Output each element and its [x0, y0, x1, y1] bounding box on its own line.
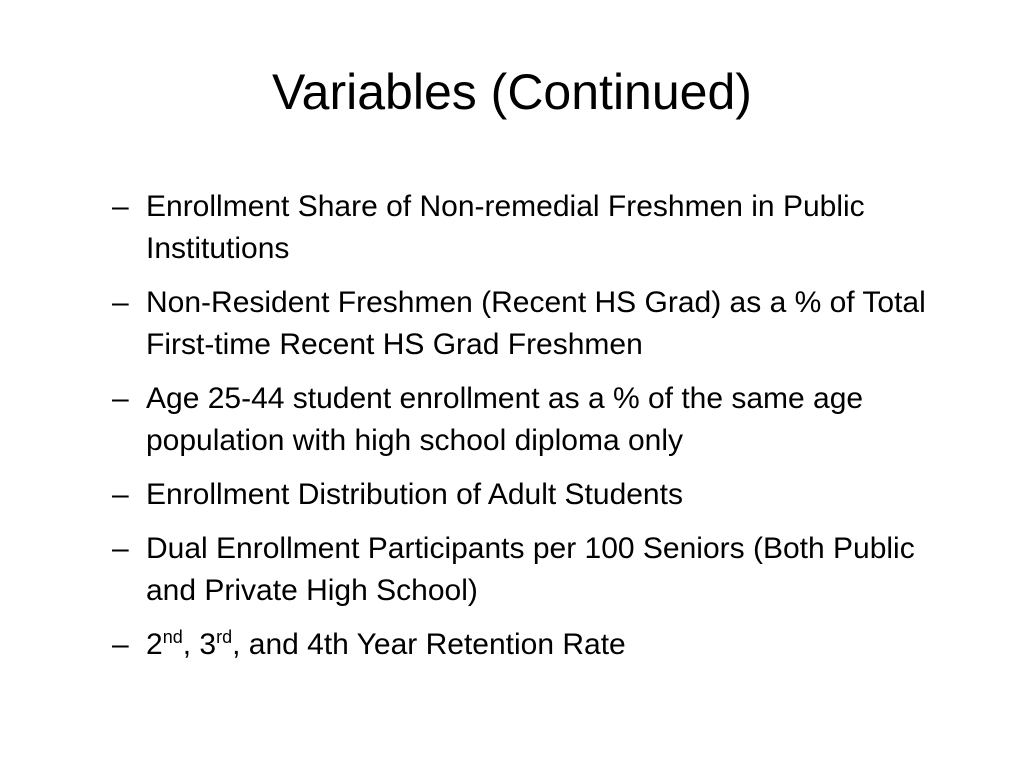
ordinal-suffix-rd: rd: [216, 627, 233, 647]
text-separator: ,: [182, 628, 200, 661]
bullet-dash: –: [112, 190, 129, 223]
ordinal-suffix-nd: nd: [162, 627, 183, 647]
bullet-text: Age 25-44 student enrollment as a % of the same age population with high school diploma only: [146, 382, 864, 457]
bullet-text: [146, 628, 626, 661]
bullet-text-rest: , and 4th Year Retention Rate: [232, 628, 626, 661]
bullet-text: Enrollment Distribution of Adult Students: [146, 478, 683, 511]
ordinal-number-2: 2: [146, 628, 163, 661]
bullet-item: [112, 378, 962, 462]
bullet-dash: –: [112, 382, 129, 415]
bullet-dash: –: [112, 286, 129, 319]
bullet-item: [112, 624, 962, 666]
bullet-item: [112, 282, 962, 366]
bullet-dash: –: [112, 628, 129, 661]
bullet-item: [112, 186, 962, 270]
bullet-text: Dual Enrollment Participants per 100 Seniors (Both Public and Private High School): [146, 532, 915, 607]
bullet-text: Enrollment Share of Non-remedial Freshmen in Public Institutions: [146, 190, 865, 265]
ordinal-number-3: 3: [199, 628, 217, 661]
bullet-dash: –: [112, 532, 129, 565]
bullet-list: [112, 186, 962, 678]
bullet-item: [112, 528, 962, 612]
bullet-dash: –: [112, 478, 129, 511]
bullet-text: Non-Resident Freshmen (Recent HS Grad) as a % of Total First-time Recent HS Grad Freshmen: [146, 286, 926, 361]
bullet-item: [112, 474, 962, 516]
slide-title: Variables (Continued): [272, 64, 752, 120]
